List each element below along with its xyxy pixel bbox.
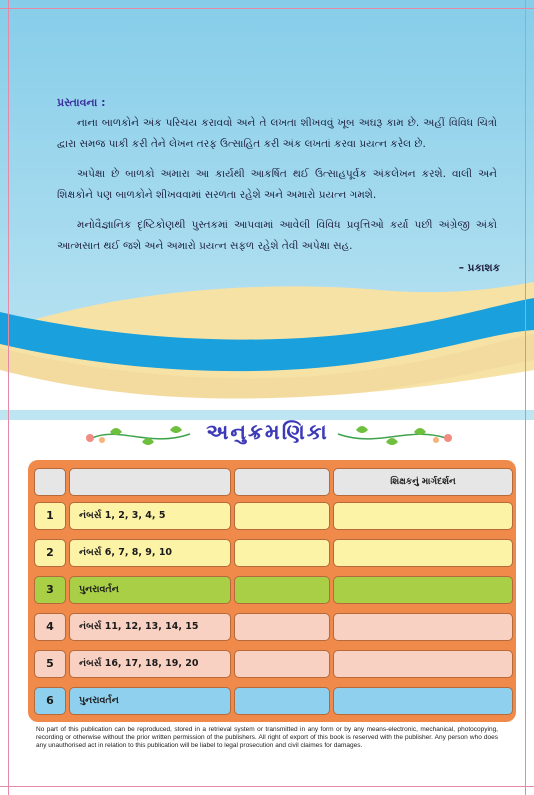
row-number: 1 <box>34 502 66 530</box>
row-guidance-cell <box>333 650 513 678</box>
row-label: પુનરાવર્તન <box>69 576 231 604</box>
row-number: 5 <box>34 650 66 678</box>
index-heading <box>90 418 445 454</box>
preface-paragraph-1: નાના બાળકોને અંક પરિચય કરાવવો અને તે લખતા શીખવવું ખૂબ અઘરૂ કામ છે. અહીં વિવિધ ચિત્રો દ્વારા સમજ પાકી કરી તેને લેખન તરફ ઉત્સાહિત કરી અંક લખતાં કરવા પ્રયત્ન કરેલ છે. <box>57 117 497 150</box>
row-number: 2 <box>34 539 66 567</box>
row-page-cell <box>234 576 330 604</box>
row-label: નંબર્સ 6, 7, 8, 9, 10 <box>69 539 231 567</box>
index-title: અનુક્રમણિકા <box>206 420 329 444</box>
preface-paragraph-2: અપેક્ષા છે બાળકો અમારા આ કાર્યથી આકર્ષિત થઈ ઉત્સાહપૂર્વક અંકલેખન કરશે. વાલી અને શિક્ષકોને પણ બાળકોને શીખવવામાં સરળતા રહેશે અને અમારો પ્રયત્ન ગમશે. <box>57 168 497 201</box>
header-cell-topic <box>69 468 231 496</box>
row-page-cell <box>234 502 330 530</box>
row-page-cell <box>234 539 330 567</box>
row-guidance-cell <box>333 576 513 604</box>
row-page-cell <box>234 613 330 641</box>
header-cell-teacher-guidance: શિક્ષકનું માર્ગદર્શન <box>333 468 513 496</box>
preface-paragraph-3: મનોવૈજ્ઞાનિક દૃષ્ટિકોણથી પુસ્તકમાં આપવામાં આવેલી વિવિધ પ્રવૃત્તિઓ કર્યા પછી અંગ્રેજી અંકો આત્મસાત થઈ જશે અને અમારો પ્રયત્ન સફળ રહેશે તેવી અપેક્ષા સહ. <box>57 219 497 252</box>
row-label: નંબર્સ 16, 17, 18, 19, 20 <box>69 650 231 678</box>
row-page-cell <box>234 650 330 678</box>
crop-mark-right <box>525 0 526 795</box>
decorative-waves <box>0 270 534 410</box>
publisher-signature: – પ્રકાશક <box>458 262 500 274</box>
crop-mark-top <box>0 8 534 9</box>
row-guidance-cell <box>333 502 513 530</box>
row-guidance-cell <box>333 613 513 641</box>
preface-heading: પ્રસ્તાવના : <box>57 96 106 109</box>
copyright-notice: No part of this publication can be reproduced, stored in a retrieval system or transmitted in any form or by any means-electronic, mechanical, photocopying, recording or otherwise without the prior written permission of the publishers. All right of export of this book is reserved with the publisher. Any person who does any unauthorised act in relation to this publication will be liabel to legal prosecution and civil claimes for damages. <box>36 726 498 749</box>
row-number: 6 <box>34 687 66 715</box>
row-guidance-cell <box>333 687 513 715</box>
row-page-cell <box>234 687 330 715</box>
header-cell-number <box>34 468 66 496</box>
crop-mark-left <box>8 0 9 795</box>
row-number: 3 <box>34 576 66 604</box>
row-label: નંબર્સ 11, 12, 13, 14, 15 <box>69 613 231 641</box>
row-number: 4 <box>34 613 66 641</box>
crop-mark-bottom <box>0 786 534 787</box>
index-table <box>28 460 516 722</box>
header-cell-page <box>234 468 330 496</box>
row-label: પુનરાવર્તન <box>69 687 231 715</box>
preface-section <box>57 92 497 266</box>
row-label: નંબર્સ 1, 2, 3, 4, 5 <box>69 502 231 530</box>
row-guidance-cell <box>333 539 513 567</box>
